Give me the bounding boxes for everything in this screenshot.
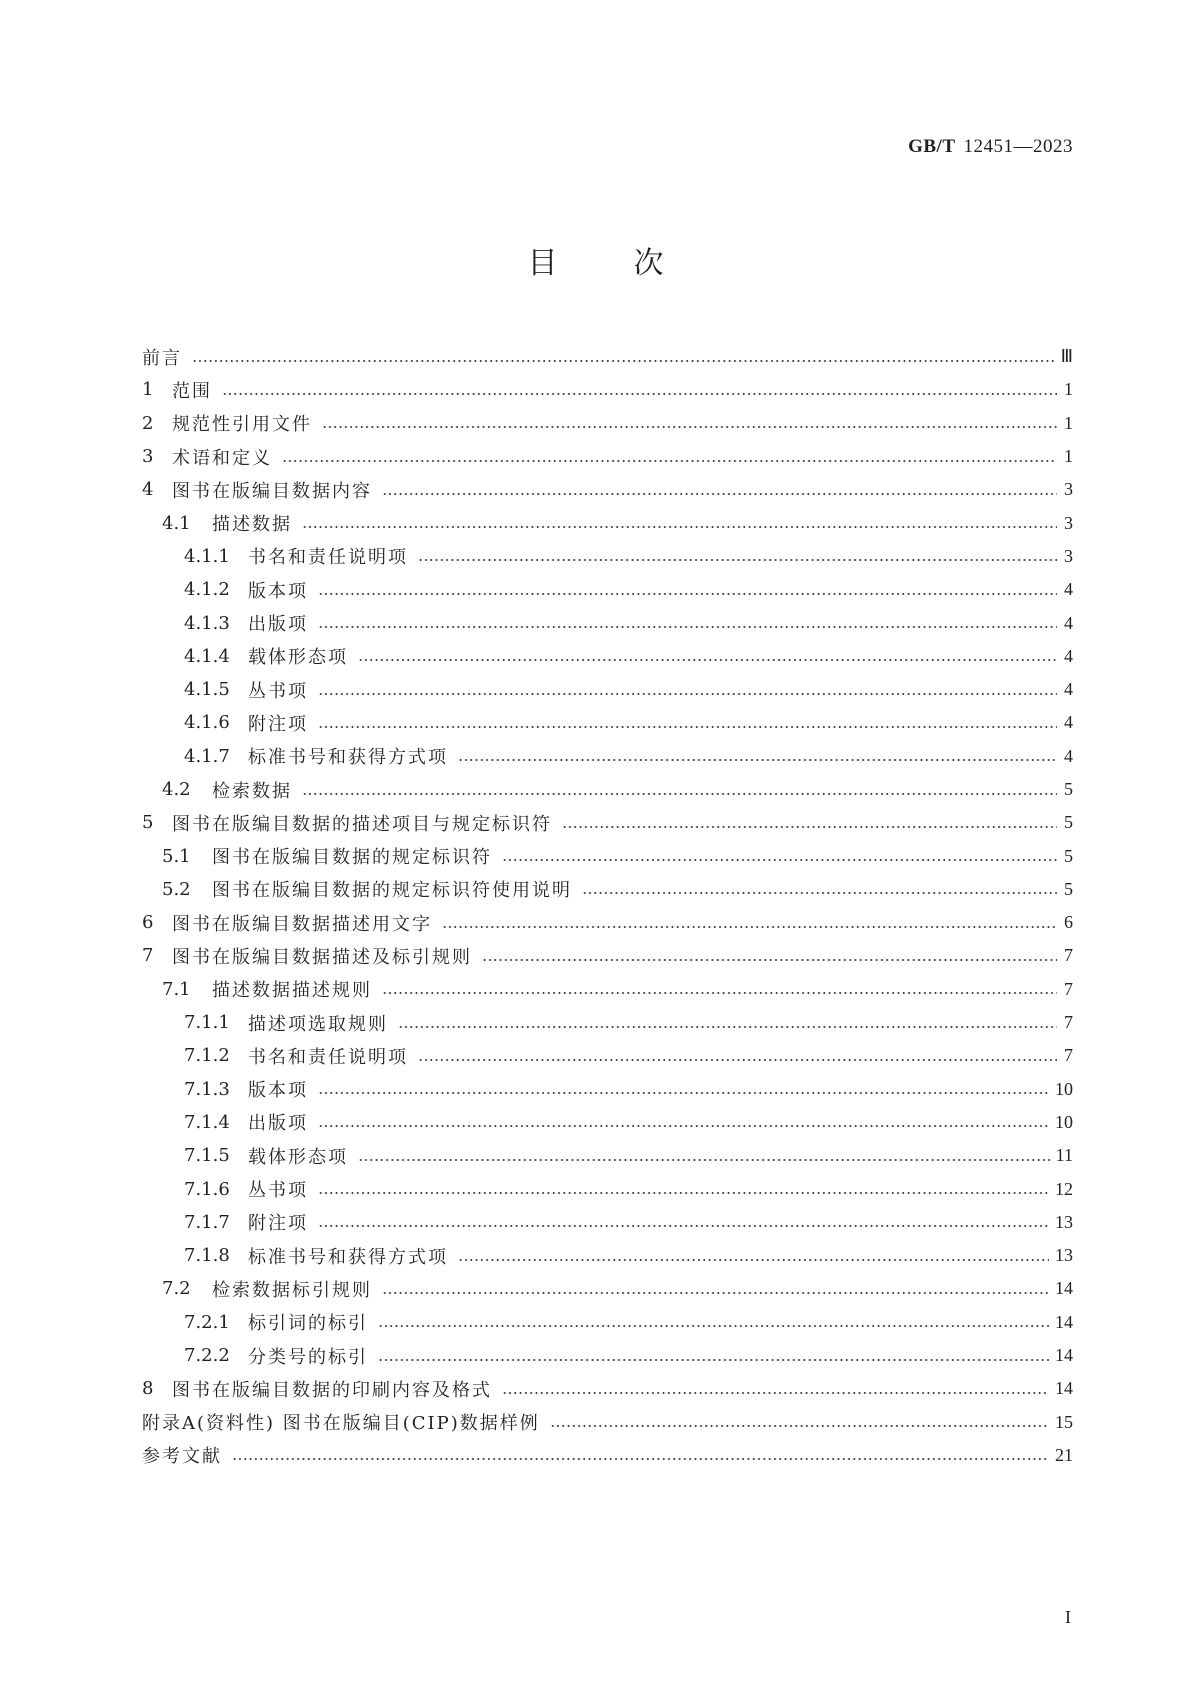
toc-entry-number: 4.1.3 — [184, 612, 230, 634]
toc-leader-dots — [302, 793, 1057, 795]
toc-leader-dots — [378, 1359, 1049, 1361]
toc-leader-dots — [318, 726, 1057, 728]
toc-entry-label: 载体形态项 — [248, 1146, 348, 1168]
toc-entry[interactable] — [142, 1372, 1073, 1405]
toc-entry-page: 5 — [1064, 845, 1073, 866]
toc-entry-label: 出版项 — [248, 614, 308, 636]
standard-number — [908, 136, 1073, 158]
toc-entry-page: 6 — [1064, 912, 1073, 933]
toc-entry[interactable] — [142, 773, 1073, 806]
toc-entry-number: 4.1.5 — [184, 679, 230, 701]
toc-entry-page: 7 — [1064, 945, 1073, 966]
toc-entry-page: 3 — [1064, 512, 1073, 533]
toc-entry-number: 6 — [142, 912, 154, 934]
toc-entry[interactable] — [142, 806, 1073, 839]
toc-entry-label: 图书在版编目数据的描述项目与规定标识符 — [172, 813, 552, 835]
toc-entry[interactable] — [142, 973, 1073, 1006]
toc-entry-number: 4.1.4 — [184, 645, 230, 667]
toc-leader-dots — [318, 1192, 1049, 1194]
toc-entry[interactable] — [142, 906, 1073, 939]
toc-entry-label: 标准书号和获得方式项 — [248, 1246, 448, 1268]
toc-entry[interactable] — [142, 1139, 1073, 1172]
toc-leader-dots — [222, 393, 1057, 395]
toc-entry-page: 3 — [1064, 545, 1073, 566]
standard-prefix: GB/T — [908, 136, 956, 157]
toc-entry-number: 7.1.2 — [184, 1045, 230, 1067]
toc-entry-label: 前言 — [142, 347, 182, 369]
toc-entry-number: 4 — [142, 479, 154, 501]
toc-entry[interactable] — [142, 573, 1073, 606]
toc-entry-page: 4 — [1064, 745, 1073, 766]
toc-entry-number: 7.1.1 — [184, 1012, 230, 1034]
toc-entry[interactable] — [142, 606, 1073, 639]
toc-entry-number: 7.2 — [162, 1278, 191, 1300]
toc-entry-number: 2 — [142, 412, 154, 434]
toc-leader-dots — [318, 1092, 1049, 1094]
toc-entry-page: 4 — [1064, 612, 1073, 633]
toc-entry-label: 版本项 — [248, 1080, 308, 1102]
toc-entry-number: 4.2 — [162, 779, 191, 800]
toc-entry-page: 14 — [1055, 1311, 1073, 1332]
toc-entry[interactable] — [142, 1073, 1073, 1106]
toc-leader-dots — [358, 659, 1057, 661]
toc-leader-dots — [318, 1125, 1049, 1127]
toc-entry-label: 描述项选取规则 — [248, 1013, 388, 1035]
toc-entry-label: 书名和责任说明项 — [248, 547, 408, 569]
toc-entry-label: 图书在版编目数据描述及标引规则 — [172, 946, 472, 968]
toc-leader-dots — [192, 360, 1055, 362]
toc-leader-dots — [458, 759, 1057, 761]
toc-entry-number: 8 — [142, 1378, 154, 1400]
toc-leader-dots — [318, 1225, 1049, 1227]
toc-entry-page: 1 — [1064, 379, 1073, 400]
toc-entry[interactable] — [142, 1272, 1073, 1305]
toc-entry-page: 7 — [1064, 978, 1073, 999]
toc-leader-dots — [502, 1392, 1049, 1394]
toc-entry-number: 3 — [142, 446, 154, 468]
toc-entry-page: 4 — [1064, 712, 1073, 733]
toc-leader-dots — [318, 693, 1057, 695]
toc-entry[interactable] — [142, 740, 1073, 773]
toc-entry-label: 检索数据标引规则 — [212, 1279, 372, 1301]
toc-entry-label: 图书在版编目数据描述用文字 — [172, 913, 432, 935]
toc-entry-page: 10 — [1055, 1111, 1073, 1132]
toc-entry-label: 标准书号和获得方式项 — [248, 747, 448, 769]
toc-leader-dots — [550, 1425, 1049, 1427]
toc-entry[interactable] — [142, 1172, 1073, 1205]
toc-entry-label: 图书在版编目数据内容 — [172, 480, 372, 502]
toc-entry[interactable] — [142, 839, 1073, 872]
toc-entry-number: 5.2 — [162, 878, 191, 900]
toc-entry[interactable] — [142, 440, 1073, 473]
toc-entry-label: 图书在版编目数据的规定标识符使用说明 — [212, 880, 572, 902]
standard-code: 12451—2023 — [963, 136, 1073, 157]
toc-leader-dots — [382, 493, 1057, 495]
toc-entry[interactable] — [142, 640, 1073, 673]
toc-entry-label: 术语和定义 — [172, 447, 272, 469]
toc-entry-page: 5 — [1064, 878, 1073, 899]
toc-entry-label: 版本项 — [248, 580, 308, 602]
toc-entry-number: 7.1.6 — [184, 1178, 230, 1200]
toc-entry-page: 4 — [1064, 679, 1073, 700]
toc-entry[interactable] — [142, 1306, 1073, 1339]
toc-leader-dots — [502, 859, 1057, 861]
toc-leader-dots — [282, 460, 1057, 462]
toc-entry[interactable] — [142, 1439, 1073, 1472]
toc-entry-number: 7.1.7 — [184, 1211, 230, 1233]
toc-entry[interactable] — [142, 1106, 1073, 1139]
toc-entry-label: 附注项 — [248, 713, 308, 735]
toc-entry-number: 7.1.3 — [184, 1078, 230, 1100]
toc-entry[interactable] — [142, 673, 1073, 706]
toc-entry-number: 4.1.6 — [184, 712, 230, 734]
toc-entry-label: 描述数据描述规则 — [212, 980, 372, 1002]
page-number: I — [1065, 1607, 1071, 1627]
toc-entry-label: 范围 — [172, 380, 212, 402]
toc-entry-page: 7 — [1064, 1045, 1073, 1066]
toc-entry[interactable] — [142, 540, 1073, 573]
toc-entry-page: 10 — [1055, 1078, 1073, 1099]
toc-entry-page: 14 — [1055, 1278, 1073, 1299]
toc-entry-number: 4.1.2 — [184, 579, 230, 601]
toc-entry-page: 7 — [1064, 1012, 1073, 1033]
toc-entry-label: 附录A(资料性) 图书在版编目(CIP)数据样例 — [142, 1413, 540, 1435]
toc-leader-dots — [582, 892, 1057, 894]
toc-entry-number: 7 — [142, 945, 154, 967]
toc-entry-number: 1 — [142, 379, 154, 401]
toc-entry[interactable] — [142, 939, 1073, 972]
toc-entry[interactable] — [142, 407, 1073, 440]
toc-entry-page: 21 — [1055, 1444, 1073, 1465]
toc-entry-page: 14 — [1055, 1378, 1073, 1399]
toc-entry-number: 7.1.4 — [184, 1111, 230, 1133]
toc-entry-page: 5 — [1064, 812, 1073, 833]
toc-entry-label: 图书在版编目数据的印刷内容及格式 — [172, 1379, 492, 1401]
toc-entry-number: 7.2.2 — [184, 1345, 230, 1367]
toc-entry-label: 附注项 — [248, 1213, 308, 1235]
toc-entry-page: 13 — [1055, 1211, 1073, 1232]
toc-entry-number: 4.1.1 — [184, 545, 230, 567]
toc-leader-dots — [382, 1292, 1049, 1294]
toc-entry-page: 15 — [1055, 1411, 1073, 1432]
toc-entry-number: 4.1.7 — [184, 745, 230, 767]
toc-entry[interactable] — [142, 873, 1073, 906]
toc-entry[interactable] — [142, 1406, 1073, 1439]
toc-entry-number: 7.1 — [162, 978, 191, 1000]
toc-entry-page: 14 — [1055, 1345, 1073, 1366]
toc-entry-label: 参考文献 — [142, 1446, 222, 1468]
toc-entry-label: 书名和责任说明项 — [248, 1046, 408, 1068]
toc-entry-label: 图书在版编目数据的规定标识符 — [212, 847, 492, 869]
toc-leader-dots — [318, 626, 1057, 628]
toc-entry[interactable] — [142, 706, 1073, 739]
toc-entry-number: 5.1 — [162, 845, 191, 867]
toc-entry-page: Ⅲ — [1060, 346, 1073, 367]
toc-entry-number: 7.1.8 — [184, 1245, 230, 1267]
toc-leader-dots — [458, 1259, 1049, 1261]
page-title: 目次 — [527, 246, 740, 281]
toc-entry-number: 4.1 — [162, 512, 191, 534]
toc-entry-label: 丛书项 — [248, 1180, 308, 1202]
toc-leader-dots — [442, 926, 1057, 928]
toc-leader-dots — [562, 826, 1057, 828]
toc-entry[interactable] — [142, 1206, 1073, 1239]
toc-leader-dots — [318, 593, 1057, 595]
toc-entry[interactable] — [142, 1039, 1073, 1072]
toc-entry-number: 5 — [142, 812, 154, 834]
toc-leader-dots — [398, 1026, 1057, 1028]
toc-entry[interactable] — [142, 1339, 1073, 1372]
table-of-contents — [142, 340, 1073, 1472]
toc-entry-label: 分类号的标引 — [248, 1346, 368, 1368]
toc-entry-label: 规范性引用文件 — [172, 414, 312, 436]
toc-leader-dots — [418, 559, 1057, 561]
toc-entry[interactable] — [142, 340, 1073, 373]
toc-entry-page: 5 — [1064, 779, 1073, 799]
toc-entry-label: 出版项 — [248, 1113, 308, 1135]
toc-entry-label: 载体形态项 — [248, 647, 348, 669]
toc-leader-dots — [482, 959, 1057, 961]
toc-entry-label: 描述数据 — [212, 514, 292, 536]
toc-entry[interactable] — [142, 373, 1073, 406]
toc-entry-page: 12 — [1055, 1178, 1073, 1199]
toc-entry-number: 7.1.5 — [184, 1145, 230, 1167]
toc-entry-page: 1 — [1064, 446, 1073, 467]
toc-leader-dots — [322, 426, 1057, 428]
toc-leader-dots — [232, 1458, 1049, 1460]
toc-entry-page: 4 — [1064, 579, 1073, 600]
toc-entry-label: 丛书项 — [248, 680, 308, 702]
toc-entry-page: 3 — [1064, 479, 1073, 500]
toc-leader-dots — [382, 992, 1057, 994]
toc-leader-dots — [358, 1159, 1050, 1161]
toc-entry-number: 7.2.1 — [184, 1311, 230, 1333]
toc-leader-dots — [418, 1059, 1057, 1061]
toc-entry-page: 11 — [1055, 1145, 1073, 1166]
toc-entry[interactable] — [142, 1006, 1073, 1039]
toc-entry[interactable] — [142, 473, 1073, 506]
toc-entry-page: 1 — [1064, 412, 1073, 433]
toc-entry-label: 标引词的标引 — [248, 1313, 368, 1335]
toc-leader-dots — [378, 1325, 1049, 1327]
toc-leader-dots — [302, 526, 1057, 528]
toc-entry-label: 检索数据 — [212, 780, 292, 802]
toc-entry[interactable] — [142, 506, 1073, 539]
toc-entry-page: 4 — [1064, 645, 1073, 666]
toc-entry-page: 13 — [1055, 1245, 1073, 1266]
toc-entry[interactable] — [142, 1239, 1073, 1272]
